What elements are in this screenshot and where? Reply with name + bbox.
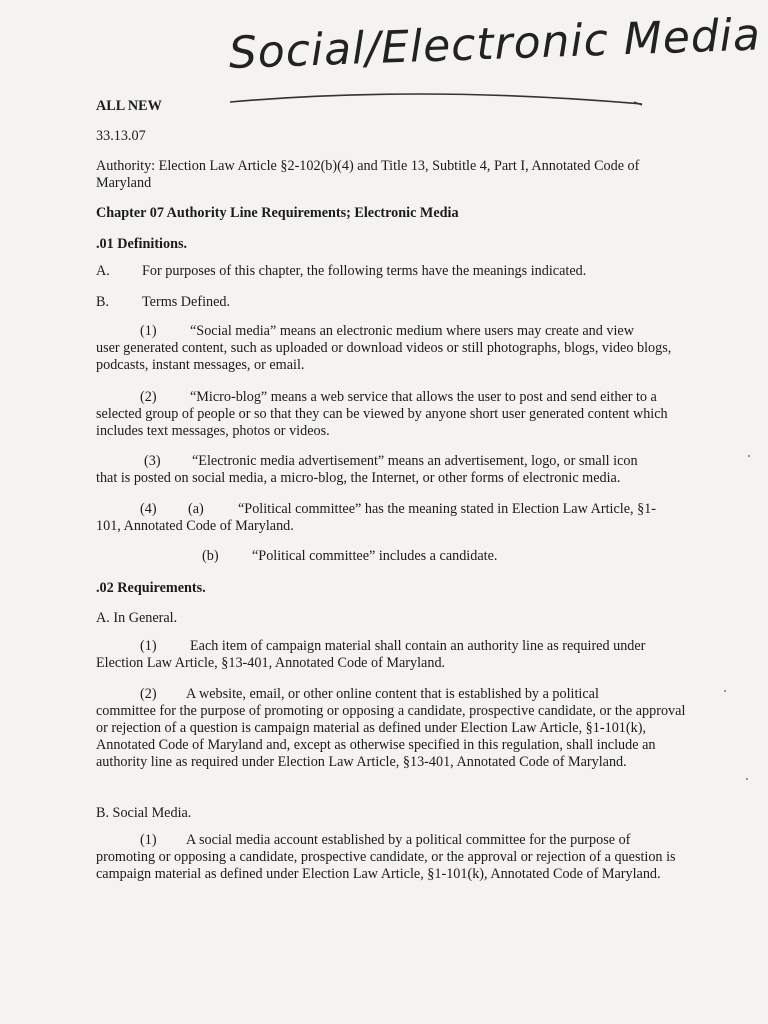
scan-speck	[724, 690, 726, 692]
definition-3-rest: that is posted on social media, a micro-blog, the Internet, or other forms of electronic media.	[96, 470, 621, 486]
definition-1	[96, 323, 696, 374]
definition-4b-label: (b)	[202, 548, 219, 564]
definition-4b	[96, 548, 696, 565]
requirement-a1-line1: Each item of campaign material shall contain an authority line as required under	[190, 638, 646, 654]
requirement-a2-line1: A website, email, or other online content that is established by a political	[186, 686, 599, 702]
definition-a-text: For purposes of this chapter, the following terms have the meanings indicated.	[142, 263, 587, 279]
definition-4a-label: (a)	[188, 501, 204, 517]
requirement-a1-label: (1)	[140, 638, 157, 654]
definition-1-label: (1)	[140, 323, 157, 339]
status-label: ALL NEW	[96, 98, 162, 114]
definition-b-label: B.	[96, 294, 110, 310]
chapter-title: Chapter 07 Authority Line Requirements; Electronic Media	[96, 205, 459, 221]
definition-2-label: (2)	[140, 389, 157, 405]
definition-b	[96, 294, 696, 311]
requirement-a1-rest: Election Law Article, §13-401, Annotated Code of Maryland.	[96, 655, 446, 671]
definition-1-rest: user generated content, such as uploaded or download videos or still photographs, blogs, video blogs, podcasts, instant messages, or email.	[96, 340, 672, 373]
requirements-b-heading: B. Social Media.	[96, 805, 192, 821]
authority-line: Authority: Election Law Article §2-102(b)(4) and Title 13, Subtitle 4, Part I, Annotated Code of Maryland	[96, 158, 640, 191]
scan-speck	[746, 778, 748, 780]
definition-2-line1: “Micro-blog” means a web service that allows the user to post and send either to a	[190, 389, 657, 405]
definition-a-label: A.	[96, 263, 110, 279]
section-01-heading: .01 Definitions.	[96, 236, 188, 252]
scan-speck	[748, 455, 750, 457]
requirement-a2-label: (2)	[140, 686, 157, 702]
requirement-a2	[96, 686, 696, 771]
requirements-a-heading: A. In General.	[96, 610, 178, 626]
regulation-code: 33.13.07	[96, 128, 146, 144]
requirement-a2-rest: committee for the purpose of promoting or opposing a candidate, prospective candidate, or the approval or rejection of a question is campaign material as defined under Election Law Article, §1-101(k), Annotated Code of Maryland and, except as otherwise specified in this regulation, shall include an authority line as required under Election Law Article, §13-401, Annotated Code of Maryland.	[96, 703, 686, 770]
definition-4a	[96, 501, 696, 535]
definition-4-label: (4)	[140, 501, 157, 517]
definition-4a-line1: “Political committee” has the meaning stated in Election Law Article, §1-	[238, 501, 657, 517]
definition-a	[96, 263, 696, 280]
definition-3-label: (3)	[144, 453, 161, 469]
definition-3-line1: “Electronic media advertisement” means an advertisement, logo, or small icon	[192, 453, 638, 469]
requirement-b1-label: (1)	[140, 832, 157, 848]
definition-1-line1: “Social media” means an electronic medium where users may create and view	[190, 323, 634, 339]
definition-2	[96, 389, 696, 440]
requirement-b1-line1: A social media account established by a political committee for the purpose of	[186, 832, 631, 848]
handwritten-title: Social/Electronic Media	[228, 9, 762, 79]
requirement-b1	[96, 832, 696, 883]
requirement-b1-rest: promoting or opposing a candidate, prospective candidate, or the approval or rejection of a question is campaign material as defined under Election Law Article, §1-101(k), Annotated Code of Maryland.	[96, 849, 676, 882]
definition-2-rest: selected group of people or so that they can be viewed by anyone short user generated content which includes text messages, photos or videos.	[96, 406, 668, 439]
definition-4a-rest: 101, Annotated Code of Maryland.	[96, 518, 294, 534]
requirement-a1	[96, 638, 696, 672]
definition-4b-text: “Political committee” includes a candidate.	[252, 548, 498, 564]
definition-3	[96, 453, 696, 487]
section-02-heading: .02 Requirements.	[96, 580, 206, 596]
definition-b-text: Terms Defined.	[142, 294, 231, 310]
